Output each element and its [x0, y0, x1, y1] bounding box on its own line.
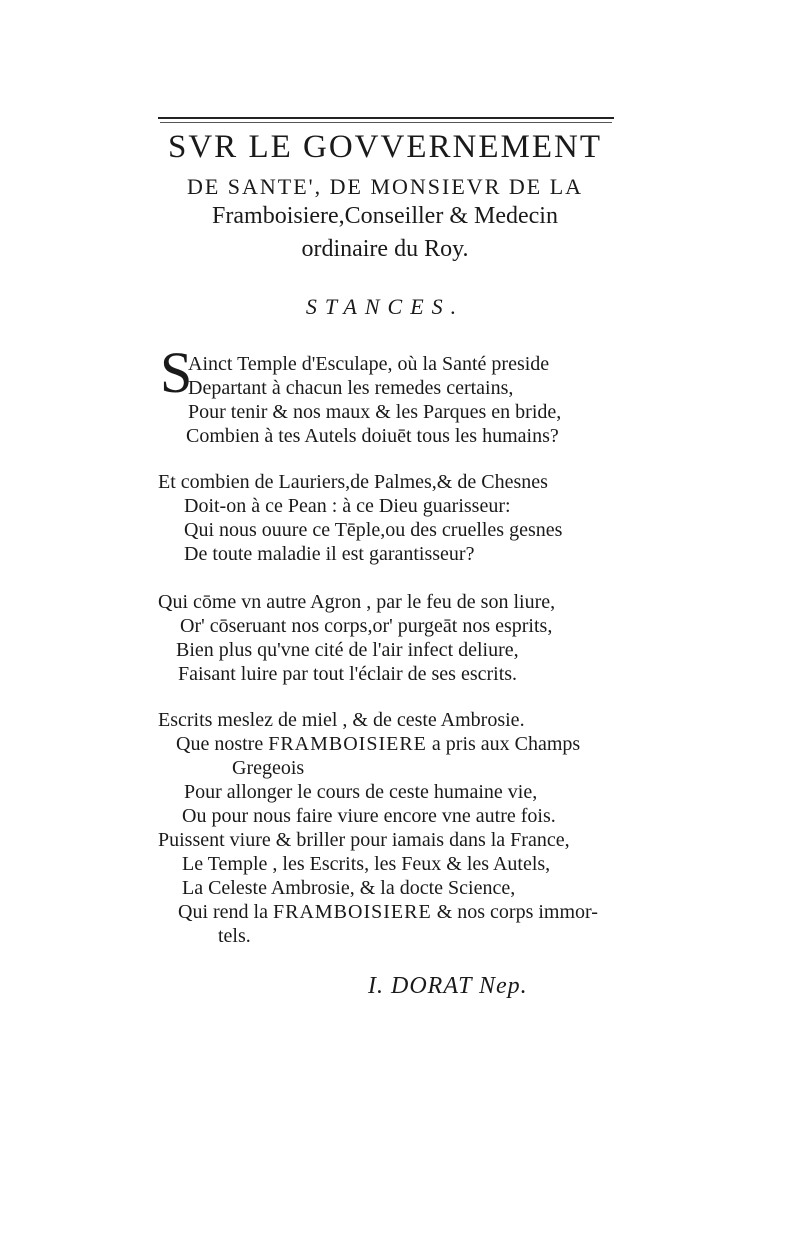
- verse-text: a pris aux Champs: [431, 733, 581, 755]
- verse-line: Puissent viure & briller pour iamais dans la France,: [158, 829, 570, 851]
- stanza-4: [158, 708, 628, 948]
- section-label: STANCES.: [305, 294, 465, 319]
- framboisiere-name: FRAMBOISIERE: [268, 733, 427, 755]
- subtitle-line-3: ordinaire du Roy.: [301, 236, 469, 262]
- stanza-3: [158, 590, 628, 686]
- subtitle-line-2: Framboisiere,Conseiller & Medecin: [212, 203, 558, 229]
- verse-line: Bien plus qu'vne cité de l'air infect deliure,: [176, 639, 519, 661]
- verse-line: Pour allonger le cours de ceste humaine vie,: [184, 781, 538, 803]
- header-rule: [158, 117, 614, 119]
- verse-line: La Celeste Ambrosie, & la docte Science,: [182, 877, 516, 899]
- verse-line: Or' cōseruant nos corps,or' purgeāt nos esprits,: [180, 615, 553, 637]
- signature: I. DORAT Nep.: [368, 973, 528, 999]
- framboisiere-name: FRAMBOISIERE: [272, 901, 432, 923]
- verse-line: Gregeois: [232, 757, 305, 779]
- verse-line: Ou pour nous faire viure encore vne autre fois.: [182, 805, 556, 827]
- verse-text: Que nostre: [176, 733, 264, 755]
- verse-line: Doit-on à ce Pean : à ce Dieu guarisseur:: [184, 495, 511, 517]
- verse-line: Departant à chacun les remedes certains,: [188, 377, 514, 399]
- verse-line: [158, 900, 628, 924]
- verse-line: Le Temple , les Escrits, les Feux & les Autels,: [182, 853, 551, 875]
- verse-line: Pour tenir & nos maux & les Parques en bride,: [188, 401, 562, 423]
- verse-line: Combien à tes Autels doiuēt tous les humains?: [186, 425, 559, 447]
- verse-line: Ainct Temple d'Esculape, où la Santé preside: [188, 353, 550, 375]
- verse-line: Qui cōme vn autre Agron , par le feu de son liure,: [158, 591, 556, 613]
- verse-text: & nos corps immor-: [436, 901, 598, 923]
- verse-line: Qui nous ouure ce Tēple,ou des cruelles gesnes: [184, 519, 563, 541]
- verse-line: Escrits meslez de miel , & de ceste Ambrosie.: [158, 709, 525, 731]
- header-rule-thin: [160, 122, 612, 123]
- verse-line: tels.: [218, 925, 251, 947]
- page-title: SVR LE GOVVERNEMENT: [168, 129, 602, 165]
- verse-line: Et combien de Lauriers,de Palmes,& de Chesnes: [158, 471, 548, 493]
- subtitle-line-1: DE SANTE', DE MONSIEVR DE LA: [186, 174, 584, 199]
- verse-line: Faisant luire par tout l'éclair de ses escrits.: [178, 663, 518, 685]
- verse-line: De toute maladie il est garantisseur?: [184, 543, 475, 565]
- verse-text: Qui rend la: [178, 901, 268, 923]
- stanza-2: [158, 470, 628, 566]
- verse-line: [158, 732, 628, 756]
- stanza-1: [158, 352, 628, 448]
- drop-cap: S: [160, 340, 193, 405]
